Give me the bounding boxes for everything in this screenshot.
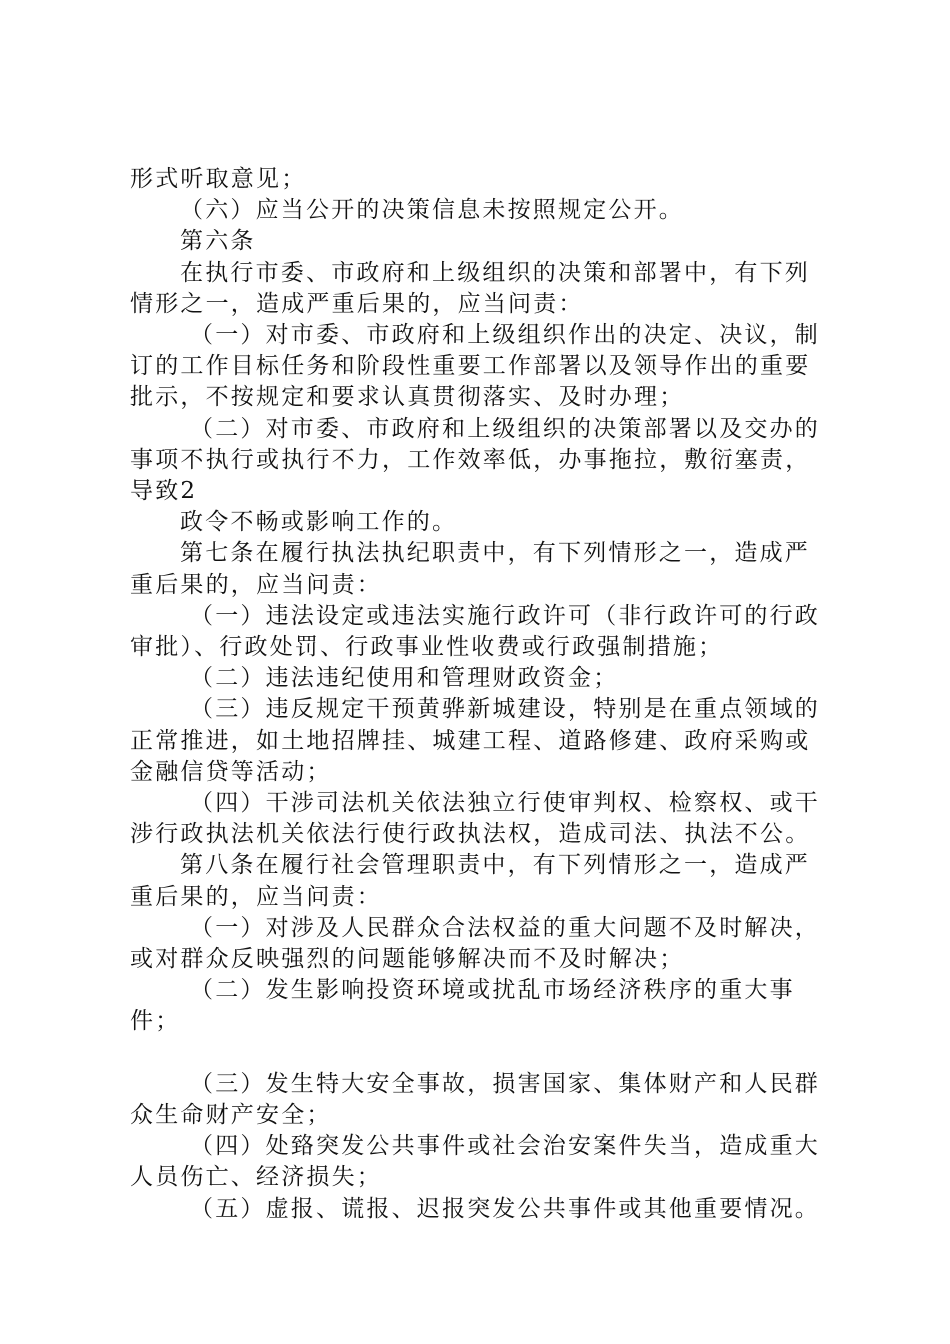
paragraph: （五）虚报、谎报、迟报突发公共事件或其他重要情况。 bbox=[190, 1195, 820, 1222]
paragraph: 第七条在履行执法执纪职责中，有下列情形之一，造成严重后果的，应当问责： bbox=[130, 540, 810, 598]
paragraph: （一）违法设定或违法实施行政许可（非行政许可的行政审批）、行政处罚、行政事业性收费或行政强制措施； bbox=[130, 602, 820, 661]
paragraph: （四）处臵突发公共事件或社会治安案件失当，造成重大人员伤亡、经济损失； bbox=[130, 1133, 820, 1191]
paragraph: （一）对涉及人民群众合法权益的重大问题不及时解决，或对群众反映强烈的问题能够解决而不及时解决； bbox=[130, 914, 820, 973]
document-body bbox=[130, 164, 830, 1225]
paragraph: 政令不畅或影响工作的。 bbox=[180, 509, 458, 536]
paragraph: 第八条在履行社会管理职责中，有下列情形之一，造成严重后果的，应当问责： bbox=[130, 852, 810, 910]
paragraph: （三）违反规定干预黄骅新城建设，特别是在重点领域的正常推进，如土地招牌挂、城建工程、道路修建、政府采购或金融信贷等活动； bbox=[130, 696, 820, 785]
paragraph: 在执行市委、市政府和上级组织的决策和部署中，有下列情形之一，造成严重后果的，应当问责： bbox=[130, 259, 810, 317]
article-heading: 第六条 bbox=[180, 228, 256, 255]
paragraph: （六）应当公开的决策信息未按照规定公开。 bbox=[180, 197, 684, 224]
paragraph: （一）对市委、市政府和上级组织作出的决定、决议，制订的工作目标任务和阶段性重要工作部署以及领导作出的重要批示，不按规定和要求认真贯彻落实、及时办理； bbox=[130, 322, 820, 411]
paragraph: （二）对市委、市政府和上级组织的决策部署以及交办的事项不执行或执行不力，工作效率低，办事拖拉，敷衍塞责，导致2 bbox=[130, 415, 820, 505]
paragraph: （二）违法违纪使用和管理财政资金； bbox=[190, 665, 619, 692]
paragraph: （二）发生影响投资环境或扰乱市场经济秩序的重大事件； bbox=[130, 977, 795, 1035]
paragraph: 形式听取意见； bbox=[130, 166, 307, 192]
paragraph: （三）发生特大安全事故，损害国家、集体财产和人民群众生命财产安全； bbox=[130, 1070, 820, 1128]
paragraph: （四）干涉司法机关依法独立行使审判权、检察权、或干涉行政执法机关依法行使行政执法权，造成司法、执法不公。 bbox=[130, 790, 820, 848]
blank-line bbox=[130, 1038, 830, 1069]
